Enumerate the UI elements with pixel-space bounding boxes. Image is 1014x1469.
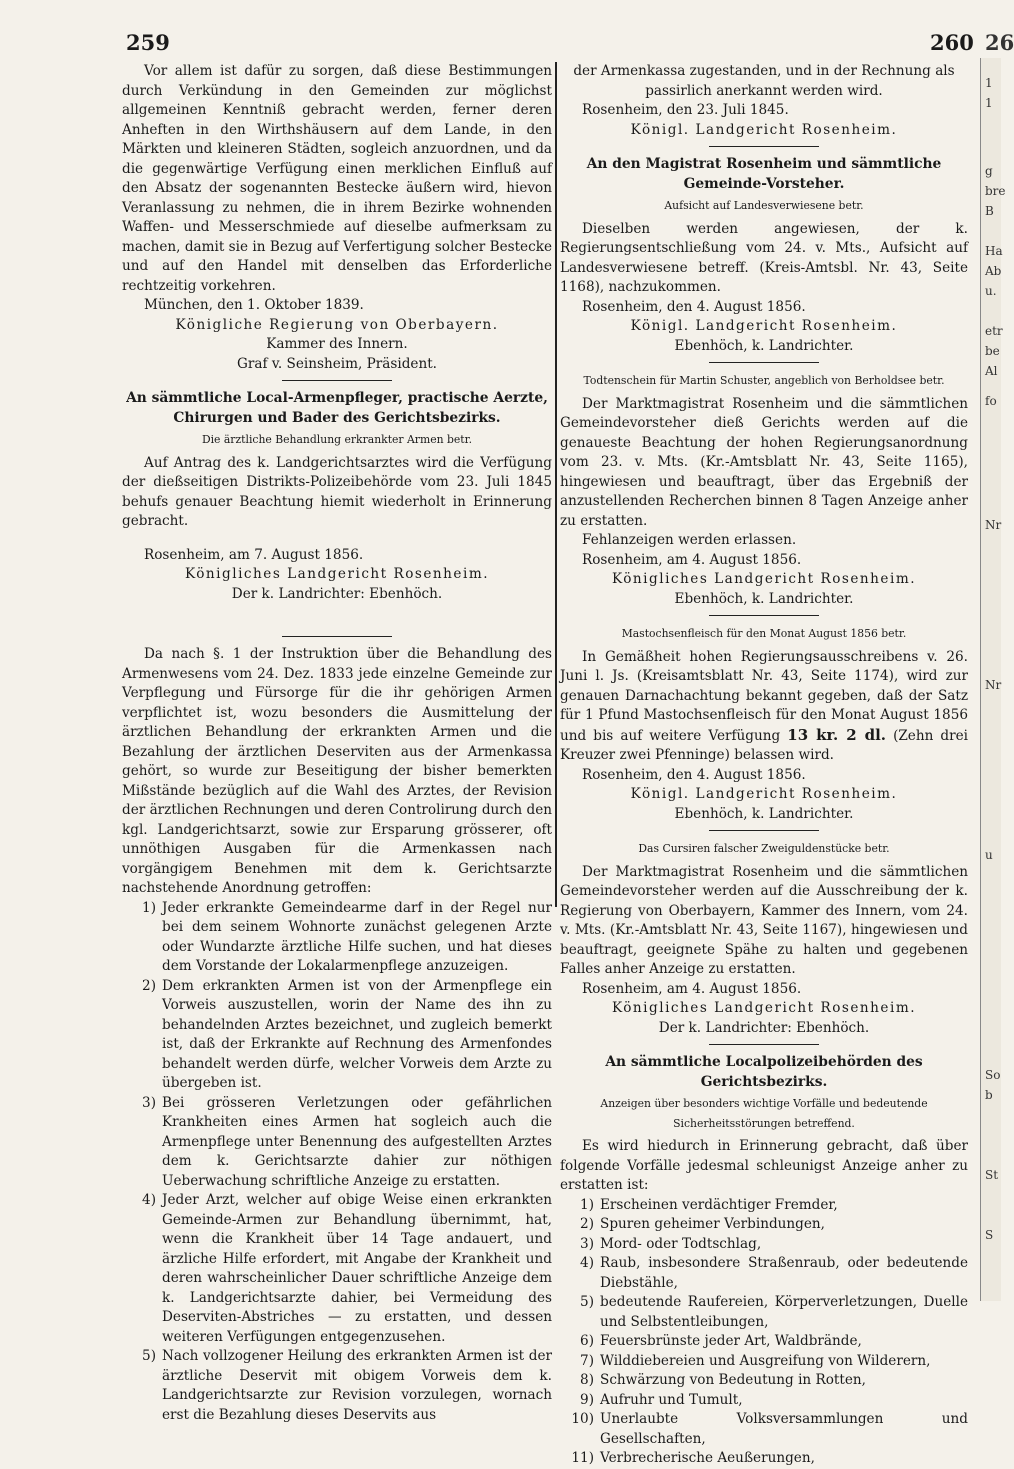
signature-line: Der k. Landrichter: Ebenhöch. xyxy=(231,585,443,602)
strip-fragment: Ha xyxy=(985,244,1003,258)
next-page-edge xyxy=(980,58,1006,1301)
strip-fragment: So xyxy=(985,1068,1001,1082)
date-line: Rosenheim, den 23. Juli 1845. xyxy=(582,102,789,118)
page-number-next: 26 xyxy=(985,30,1014,55)
authority-line: Königl. Landgericht Rosenheim. xyxy=(630,318,898,334)
list-item xyxy=(560,1332,968,1352)
price-value: 13 kr. 2 dl. xyxy=(787,725,886,744)
section-subject: Mastochsenfleisch für den Monat August 1856 betr. xyxy=(621,627,907,640)
date-line: Rosenheim, am 4. August 1856. xyxy=(582,551,802,568)
list-number: 3) xyxy=(142,1094,156,1111)
list-number: 2) xyxy=(142,977,156,994)
section-rule xyxy=(709,615,819,616)
strip-fragment: bre xyxy=(985,184,1006,198)
list-text: Dem erkrankten Armen ist von der Armenpflege ein Vorweis auszustellen, worin der Name des ihn zu behandelnden Arztes bezeichnet, und zugleich bemerkt ist, daß der Erkrankte auf Rechnung des Armenfondes behandelt werden dürfe, welcher Vorweis dem Arzte zu übergeben ist. xyxy=(162,977,552,1091)
list-number: 3) xyxy=(580,1235,594,1252)
strip-fragment: fo xyxy=(985,394,997,408)
list-text: Verbrecherische Aeußerungen, xyxy=(600,1450,815,1466)
date-line: Rosenheim, am 4. August 1856. xyxy=(582,980,802,997)
strip-fragment: g xyxy=(985,164,993,178)
list-item xyxy=(560,1235,968,1255)
section-heading: An sämmtliche Localpolizeibehörden des Gerichtsbezirks. xyxy=(605,1054,923,1090)
list-item xyxy=(560,1215,968,1235)
list-text: Mord- oder Todtschlag, xyxy=(600,1235,762,1252)
list-text: bedeutende Raufereien, Körperverletzungen, Duelle und Selbstentleibungen, xyxy=(600,1294,968,1330)
list-number: 2) xyxy=(580,1216,594,1232)
authority-line: Königliches Landgericht Rosenheim. xyxy=(184,566,490,582)
section-subject: Die ärztliche Behandlung erkrankter Armen betr. xyxy=(201,433,473,446)
list-number: 1) xyxy=(580,1196,594,1213)
section-subject: Todtenschein für Martin Schuster, angeblich von Berholdsee betr. xyxy=(583,374,945,387)
strip-fragment: St xyxy=(985,1168,999,1182)
date-line: München, den 1. Oktober 1839. xyxy=(144,297,364,313)
strip-fragment: u. xyxy=(985,284,997,298)
list-item xyxy=(122,899,552,977)
strip-fragment: u xyxy=(985,848,993,862)
signature-line: Der k. Landrichter: Ebenhöch. xyxy=(658,1019,870,1036)
signature-line: Ebenhöch, k. Landrichter. xyxy=(674,805,854,822)
list-text: Jeder Arzt, welcher auf obige Weise einen erkrankten Gemeinde-Armen zur Behandlung übernimmt, hat, wenn die Krankheit über 14 Tage andauert, und ärzliche Hilfe erfordert, mit Angabe der Krankheit und deren wahrscheinlicher Dauer schriftliche Anzeige dem k. Landgerichtsarzte dahier, bei Vermeidung des Deserviten-Abstriches — zu erstatten, und dessen weiteren Verfügungen entgegenzusehen. xyxy=(162,1192,552,1345)
signature-line: Ebenhöch, k. Landrichter. xyxy=(674,337,854,354)
strip-fragment: Nr xyxy=(985,518,1002,532)
list-text: Nach vollzogener Heilung des erkrankten Armen ist der ärztliche Deservit mit obigem Vorweis dem k. Landgerichtsarzte zur Revision vorzulegen, wornach erst die Bezahlung dieses Deservits aus xyxy=(162,1348,552,1423)
list-text: Aufruhr und Tumult, xyxy=(600,1391,743,1408)
list-text: Feuersbrünste jeder Art, Waldbrände, xyxy=(600,1333,862,1349)
section-rule xyxy=(282,636,392,637)
list-text: Schwärzung von Bedeutung in Rotten, xyxy=(600,1372,866,1388)
list-number: 1) xyxy=(142,899,156,916)
list-text: Jeder erkrankte Gemeindearme darf in der Regel nur bei dem seinem Wohnorte zunächst gelegenen Arzte oder Wundarzte ärztliche Hilfe suchen, und hat dieses dem Vorstande der Lokalarmenpflege anzuzeigen. xyxy=(162,899,552,974)
date-line: Rosenheim, den 4. August 1856. xyxy=(582,298,806,315)
list-number: 8) xyxy=(580,1372,594,1388)
list-item xyxy=(560,1410,968,1449)
list-item xyxy=(122,1347,552,1425)
paragraph xyxy=(560,648,968,766)
paragraph: Fehlanzeigen werden erlassen. xyxy=(582,532,797,548)
list-item xyxy=(122,1191,552,1347)
list-item xyxy=(122,1094,552,1192)
paragraph: Es wird hiedurch in Erinnerung gebracht, daß über folgende Vorfälle jedesmal schleunigst Anzeige anher zu erstatten ist: xyxy=(560,1138,968,1193)
left-column xyxy=(122,62,552,1425)
paragraph-text: (Zehn drei Kreuzer zwei Pfenninge) belassen wird. xyxy=(560,727,969,763)
section-subject: Anzeigen über besonders wichtige Vorfälle und bedeutende Sicherheitsstörungen betreffend. xyxy=(600,1097,928,1130)
strip-fragment: 1 xyxy=(985,76,993,90)
list-item xyxy=(560,1449,968,1469)
list-text: Unerlaubte Volksversammlungen und Gesellschaften, xyxy=(600,1411,968,1447)
list-text: Bei grösseren Verletzungen oder gefährlichen Krankheiten eines Armen hat sogleich auch die Armenpflege unter Benennung des aufgestellten Arztes dem k. Gerichtsarzte dahier zur nöthigen Ueberwachung schriftliche Anzeige zu erstatten. xyxy=(162,1094,552,1189)
authority-line: Königliches Landgericht Rosenheim. xyxy=(611,571,917,587)
list-item xyxy=(122,977,552,1094)
paragraph: Der Marktmagistrat Rosenheim und die sämmtlichen Gemeindevorsteher dieß Gerichts werden auf die genaueste Beachtung der hohen Regierungsanordnung vom 23. v. Mts. (Kr.-Amtsblatt Nr. 43, Seite 1165), hingewiesen und beauftragt, über das Ergebniß der anzustellenden Recherchen binnen 8 Tagen Anzeige anher zu erstatten. xyxy=(560,395,968,529)
strip-fragment: S xyxy=(985,1228,994,1242)
list-number: 7) xyxy=(580,1352,594,1369)
strip-fragment: etr xyxy=(985,324,1003,338)
paragraph: Auf Antrag des k. Landgerichtsarztes wird die Verfügung der dießseitigen Distrikts-Polizeibehörde vom 23. Juli 1845 behufs genauer Beachtung hiemit wiederholt in Erinnerung gebracht. xyxy=(122,454,552,529)
strip-fragment: Ab xyxy=(985,264,1002,278)
strip-fragment: Al xyxy=(985,364,998,378)
list-item xyxy=(560,1371,968,1391)
signature-line: Ebenhöch, k. Landrichter. xyxy=(674,590,854,607)
list-number: 4) xyxy=(580,1255,594,1271)
strip-fragment: Nr xyxy=(985,678,1002,692)
list-item xyxy=(560,1293,968,1332)
page-number-left: 259 xyxy=(126,30,170,55)
authority-line: Königliches Landgericht Rosenheim. xyxy=(611,1000,917,1016)
list-text: Raub, insbesondere Straßenraub, oder bedeutende Diebstähle, xyxy=(600,1255,968,1291)
list-number: 5) xyxy=(142,1348,156,1364)
page-number-right: 260 xyxy=(930,30,974,55)
strip-fragment: be xyxy=(985,344,1000,358)
signature-line: Graf v. Seinsheim, Präsident. xyxy=(237,355,437,372)
date-line: Rosenheim, den 4. August 1856. xyxy=(582,766,806,783)
list-item xyxy=(560,1196,968,1216)
right-column xyxy=(560,62,968,1469)
authority-line: Königl. Landgericht Rosenheim. xyxy=(630,121,898,138)
date-line: Rosenheim, am 7. August 1856. xyxy=(144,546,364,563)
list-item xyxy=(560,1254,968,1293)
section-rule xyxy=(709,1044,819,1045)
section-heading: An sämmtliche Local-Armenpfleger, practische Aerzte, Chirurgen und Bader des Gerichtsbezirks. xyxy=(126,390,548,426)
paragraph-text: In Gemäßheit hohen Regierungsausschreibens v. 26. Juni l. Js. (Kreisamtsblatt Nr. 43, Seite 1174), wird zur genauen Darnachachtung bekannt gegeben, daß der Satz für 1 Pfund Mastochsenfleisch für den Monat August 1856 und bis auf weitere Verfügung xyxy=(560,648,968,744)
list-number: 10) xyxy=(571,1411,594,1427)
list-number: 9) xyxy=(580,1391,594,1408)
section-rule xyxy=(709,362,819,363)
authority-line: Kammer des Innern. xyxy=(266,336,408,352)
list-item xyxy=(560,1352,968,1372)
paragraph: Da nach §. 1 der Instruktion über die Behandlung des Armenwesens vom 24. Dez. 1833 jede einzelne Gemeinde zur Verpflegung und Fürsorge für die ihr gehörigen Armen verpflichtet ist, wozu besonders die Ausmittelung der ärztlichen Behandlung der erkrankten Armen und die Bezahlung der ärztlichen Deserviten aus der Armenkassa gehört, so wurde zur Beseitigung der bisher bemerkten Mißstände bezüglich auf die Wahl des Arztes, der Revision der ärztlichen Rechnungen und deren Controlirung durch den kgl. Landgerichtsarzt, sowie zur Ersparung grösserer, oft unnöthigen Ausgaben für die Armenkassen nach vorgängigem Benehmen mit dem k. Gerichtsarzte nachstehende Anordnung getroffen: xyxy=(122,646,552,896)
paragraph: der Armenkassa zugestanden, und in der Rechnung als passirlich anerkannt werden wird. xyxy=(573,63,955,99)
list-text: Wilddiebereien und Ausgreifung von Wilderern, xyxy=(600,1352,931,1369)
list-number: 4) xyxy=(142,1192,156,1208)
paragraph: Dieselben werden angewiesen, der k. Regierungsentschließung vom 24. v. Mts., Aufsicht auf Landesverwiesene betreff. (Kreis-Amtsbl. Nr. 43, Seite 1168), nachzukommen. xyxy=(560,220,968,295)
list-item xyxy=(560,1391,968,1411)
paragraph: Der Marktmagistrat Rosenheim und die sämmtlichen Gemeindevorsteher werden auf die Ausschreibung der k. Regierung von Oberbayern, Kammer des Innern, vom 24. v. Mts. (Kr.-Amtsblatt Nr. 43, Seite 1167), hingewiesen und beauftragt, geeignete Spähe zu halten und gegebenen Falles anher Anzeige zu erstatten. xyxy=(560,863,968,977)
list-number: 5) xyxy=(580,1294,594,1310)
strip-fragment: b xyxy=(985,1088,993,1102)
list-text: Spuren geheimer Verbindungen, xyxy=(600,1216,825,1232)
list-number: 11) xyxy=(571,1450,594,1466)
section-rule xyxy=(709,830,819,831)
numbered-list xyxy=(122,899,552,1426)
section-rule xyxy=(282,380,392,381)
numbered-list xyxy=(560,1196,968,1469)
strip-fragment: 1 xyxy=(985,96,993,110)
column-divider xyxy=(555,62,557,907)
authority-line: Königliche Regierung von Oberbayern. xyxy=(175,316,499,333)
authority-line: Königl. Landgericht Rosenheim. xyxy=(630,786,898,802)
strip-fragment: B xyxy=(985,204,994,218)
section-subject: Das Cursiren falscher Zweiguldenstücke betr. xyxy=(638,842,890,855)
section-subject: Aufsicht auf Landesverwiesene betr. xyxy=(664,199,864,212)
section-rule xyxy=(709,146,819,147)
paragraph: Vor allem ist dafür zu sorgen, daß diese Bestimmungen durch Verkündung in den Gemeinden zur möglichst allgemeinen Kenntniß gebracht werden, ferner deren Anheften in den Wirthshäusern auf dem Lande, in den Märkten und kleineren Städten, sogleich anzuordnen, und da die gegenwärtige Verfügung einen merklichen Einfluß auf den Absatz der sogenannten Bestecke äußern wird, hievon Veranlassung zu nehmen, die in ihrem Bezirke wohnenden Waffen- und Messerschmiede auf dieselbe aufmerksam zu machen, damit sie in Bezug auf Verfertigung solcher Bestecke und auf den Handel mit denselben das Erforderliche rechtzeitig vorkehren. xyxy=(122,63,552,294)
list-number: 6) xyxy=(580,1333,594,1349)
section-heading: An den Magistrat Rosenheim und sämmtliche Gemeinde-Vorsteher. xyxy=(586,156,942,192)
list-text: Erscheinen verdächtiger Fremder, xyxy=(600,1196,838,1213)
